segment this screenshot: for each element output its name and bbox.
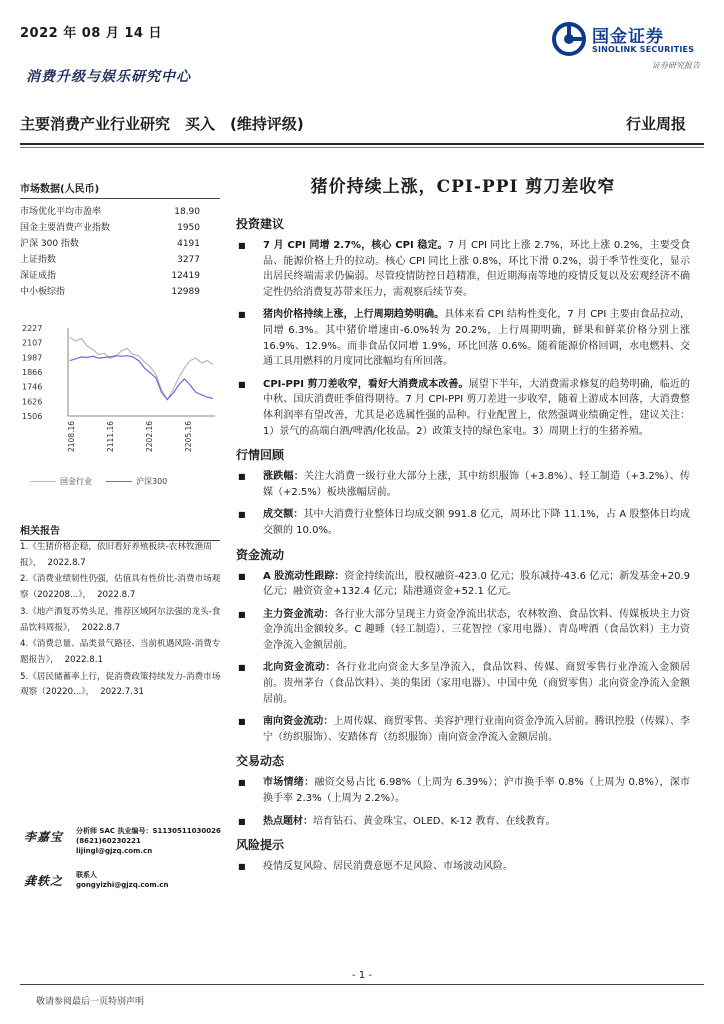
bullet-item bbox=[236, 814, 690, 830]
index-chart bbox=[20, 320, 220, 490]
y-tick-label: 1506 bbox=[22, 412, 43, 421]
bullet-item bbox=[236, 307, 690, 369]
related-reports-title: 相关报告 bbox=[20, 522, 220, 541]
related-report-item[interactable] bbox=[20, 605, 226, 636]
market-value: 4191 bbox=[177, 239, 200, 249]
y-tick-label: 1866 bbox=[22, 368, 43, 377]
analyst-phone: (8621)60230221 bbox=[76, 837, 141, 845]
y-tick-label: 1746 bbox=[22, 382, 43, 392]
legend-label: 国金行业 bbox=[60, 477, 92, 486]
bullet-text: 上周传媒、商贸零售、美容护理行业南向资金净流入居前。腾讯控股（传媒）、李宁（纺织服饰）、安踏体育（纺织服饰）南向资金净流入金额居前。 bbox=[263, 716, 691, 743]
analyst-info bbox=[76, 826, 246, 856]
bullet-item bbox=[236, 238, 690, 300]
company-logo bbox=[552, 20, 702, 60]
chart-legend bbox=[30, 476, 220, 487]
bullet-text: 各行业北向资金大多呈净流入，食品饮料、传媒、商贸零售行业净流入金额居前。贵州茅台（食品饮料）、美的集团（家用电器）、中国中免（商贸零售）北向资金净流入金额居前。 bbox=[263, 662, 691, 705]
bullet-lead: 7 月 CPI 同增 2.7%，核心 CPI 稳定。 bbox=[263, 240, 448, 251]
x-tick-label: 2108.16 bbox=[67, 420, 76, 452]
market-value: 12419 bbox=[171, 271, 200, 281]
risk-list bbox=[236, 859, 690, 875]
bullet-item bbox=[236, 377, 690, 439]
bullet-item bbox=[236, 859, 690, 875]
bullet-lead: 热点题材： bbox=[263, 815, 313, 827]
series-line bbox=[70, 356, 213, 400]
bullet-text: 7 月 CPI 同比上涨 2.7%，环比上涨 0.2%，主要受食品、能源价格上升的拉动。核心 CPI 同比上涨 0.8%，环比下滑 0.2%，弱于季节性变化，显示出居民终端需求仍偏弱。尽管疫情防控日趋精准，但近期海南等地的疫情反复以及宏观经济不确定性仍给消费复苏带来压力，需观察后续节奏。 bbox=[263, 240, 691, 298]
analyst-name: 龚轶之 bbox=[24, 874, 64, 888]
market-data-title: 市场数据(人民币) bbox=[20, 180, 220, 199]
related-report-text: 5.《居民储蓄率上行，促消费政策持续发力-消费市场观察（20220...》， bbox=[20, 671, 221, 698]
analyst-cert: 分析师 SAC 执业编号：S1130511030026 bbox=[76, 827, 221, 835]
bullet-item bbox=[236, 714, 690, 745]
bullet-lead: 主力资金流动： bbox=[263, 608, 335, 620]
bullet-item bbox=[236, 469, 690, 500]
analyst-email[interactable]: lijingl@gjzq.com.cn bbox=[76, 847, 153, 855]
bullet-text: 各行业大部分呈现主力资金净流出状态，农林牧渔、食品饮料、传媒板块主力资金净流出金额较多。C 趣睡（轻工制造）、三花智控（家用电器）、青岛啤酒（食品饮料）主力资金净流入金额居前。 bbox=[263, 608, 691, 651]
bullet-text: 融资交易占比 6.98%（上周为 6.39%）；沪市换手率 0.8%（上周为 0.8%），深市换手率 2.3%（上周为 2.2%）。 bbox=[263, 777, 690, 805]
market-data-row bbox=[20, 284, 220, 300]
market-value: 12989 bbox=[171, 287, 200, 297]
legend-swatch bbox=[30, 481, 56, 482]
bullet-text: 培育钻石、黄金珠宝、OLED、K-12 教育、在线教育。 bbox=[313, 815, 556, 827]
market-data-row bbox=[20, 236, 220, 252]
related-report-date: 2022.8.1 bbox=[64, 654, 103, 665]
investment-advice-list bbox=[236, 238, 690, 439]
bullet-text: 其中大消费行业整体日均成交额 991.8 亿元，周环比下降 11.1%，占 A 股整体日均成交额的 10.0%。 bbox=[263, 509, 690, 536]
analyst-panel bbox=[20, 826, 230, 914]
market-data-panel bbox=[20, 180, 220, 300]
bullet-text: 资金持续流出，股权融资-423.0 亿元；股东减持-43.6 亿元；新发基金+20.9 亿元；融资资金+132.4 亿元；陆港通资金+52.1 亿元。 bbox=[263, 570, 690, 598]
related-report-item[interactable] bbox=[20, 572, 226, 603]
analyst-card bbox=[20, 870, 230, 908]
related-report-item[interactable] bbox=[20, 637, 226, 668]
market-review-list bbox=[236, 469, 690, 538]
related-report-item[interactable] bbox=[20, 540, 226, 571]
bullet-text: 疫情反复风险、居民消费意愿不足风险、市场波动风险。 bbox=[263, 861, 513, 873]
bullet-text: 具体来看 CPI 结构性变化，7 月 CPI 主要由食品拉动，同增 6.3%。其中猪价增速由-6.0%转为 20.2%，上行周期明确，鲜果和鲜菜价格分别上涨 16.9%、12.9%。而非食品仅同增 1.9%，环比回落 0.6%。随着能源价格回调，水电燃料、交通工具用燃料的月度同比涨幅均有所回落。 bbox=[263, 309, 690, 368]
bullet-item bbox=[236, 775, 690, 806]
analyst-info bbox=[76, 870, 246, 890]
index-chart-svg bbox=[20, 320, 220, 470]
section-heading: 风险提示 bbox=[236, 838, 285, 853]
related-report-item[interactable] bbox=[20, 670, 226, 701]
header-divider-thin bbox=[20, 147, 704, 148]
legend-item-industry bbox=[30, 476, 92, 487]
footer-divider bbox=[20, 984, 704, 985]
analyst-name: 李嘉宝 bbox=[24, 830, 64, 844]
industry-rating-title: 主要消费产业行业研究 买入 (维持评级) bbox=[20, 115, 304, 133]
chart-axis bbox=[68, 328, 215, 416]
header-divider bbox=[20, 143, 704, 145]
report-type: 行业周报 bbox=[625, 115, 686, 133]
series-line bbox=[70, 337, 213, 399]
y-tick-label: 1626 bbox=[22, 397, 43, 407]
bullet-lead: A 股流动性跟踪： bbox=[263, 570, 345, 582]
bullet-text: 关注大消费一级行业大部分上涨，其中纺织服饰（+3.8%）、轻工制造（+3.2%）、传媒（+2.5%）板块涨幅居前。 bbox=[263, 471, 691, 498]
legend-label: 沪深300 bbox=[136, 477, 168, 486]
section-heading: 行情回顾 bbox=[236, 448, 285, 463]
market-value: 1950 bbox=[177, 223, 200, 233]
x-tick-label: 2202.16 bbox=[145, 420, 154, 452]
bullet-lead: 成交额： bbox=[263, 509, 304, 521]
market-label: 市场优化平均市盈率 bbox=[20, 207, 102, 217]
related-report-text: 4.《消费总量、品类景气路径、当前机遇风险-消费专题报告》， bbox=[20, 639, 221, 665]
section-heading: 投资建议 bbox=[236, 217, 285, 231]
bullet-text: 展望下半年，大消费需求修复的趋势明确，临近的中秋、国庆消费旺季值得期待。7 月 CPI-PPI 剪刀差进一步收窄，随着上游成本回落，大消费整体利润率有望改善，尤其是必选属性强的品种。行业配置上，依然强调业绩确定性，建议关注：1）景气的高端白酒/啤酒/化妆品。2）政策支持的绿色家电。3）周期上行的生猪养殖。 bbox=[263, 378, 690, 437]
y-tick-label: 1987 bbox=[22, 353, 43, 363]
market-label: 国金主要消费产业指数 bbox=[20, 223, 111, 233]
market-data-row bbox=[20, 268, 220, 284]
y-tick-label: 2227 bbox=[22, 324, 43, 333]
related-reports-list bbox=[20, 540, 226, 702]
analyst-card bbox=[20, 826, 230, 864]
logo-en-text: SINOLINK SECURITIES bbox=[592, 45, 695, 54]
bullet-lead: 北向资金流动： bbox=[263, 662, 336, 674]
bullet-item bbox=[236, 569, 690, 600]
report-title: 猪价持续上涨，CPI-PPI 剪刀差收窄 bbox=[310, 177, 616, 197]
market-value: 18.90 bbox=[174, 207, 200, 217]
related-report-text: 2.《消费业绩韧性仍强，估值具有性价比-消费市场观察（202208...》， bbox=[20, 574, 221, 601]
bullet-item bbox=[236, 507, 690, 538]
bullet-lead: 市场情绪： bbox=[263, 777, 315, 789]
trading-dynamics-list bbox=[236, 775, 690, 829]
bullet-lead: 涨跌幅： bbox=[263, 471, 305, 483]
related-report-date: 2022.7.31 bbox=[100, 687, 144, 698]
logo-mark-icon bbox=[552, 22, 586, 56]
related-report-text: 1.《生猪价格企稳，依旧看好养殖板块-农林牧渔周报》， bbox=[20, 542, 212, 568]
x-tick-label: 2205.16 bbox=[184, 420, 193, 452]
research-center-name: 消费升级与娱乐研究中心 bbox=[26, 69, 191, 85]
report-date: 2022 年 08 月 14 日 bbox=[20, 26, 162, 41]
logo-cn-text: 国金证券 bbox=[592, 27, 664, 47]
related-report-text: 3.《地产酒复苏势头足，推荐区域阿尔法强的龙头-食品饮料周报》， bbox=[20, 606, 221, 633]
bullet-item bbox=[236, 607, 690, 654]
capital-flow-list bbox=[236, 569, 690, 746]
market-value: 3277 bbox=[177, 255, 200, 265]
legend-item-hs300 bbox=[106, 476, 167, 487]
bullet-lead: CPI-PPI 剪刀差收窄，看好大消费成本改善。 bbox=[263, 378, 469, 390]
market-data-row bbox=[20, 220, 220, 236]
market-label: 深证成指 bbox=[20, 271, 57, 281]
bullet-item bbox=[236, 660, 690, 707]
logo-subtitle: 证券研究报告 bbox=[652, 61, 700, 70]
section-heading: 资金流动 bbox=[236, 547, 285, 562]
related-report-date: 2022.8.7 bbox=[81, 622, 121, 633]
market-label: 中小板综指 bbox=[20, 287, 66, 297]
footer-disclaimer: 敬请参阅最后一页特别声明 bbox=[36, 997, 145, 1007]
market-data-row bbox=[20, 204, 220, 220]
market-label: 上证指数 bbox=[20, 255, 57, 265]
bullet-lead: 南向资金流动： bbox=[263, 716, 334, 728]
bullet-lead: 猪肉价格持续上涨，上行周期趋势明确。 bbox=[263, 309, 445, 321]
section-heading: 交易动态 bbox=[236, 754, 285, 769]
y-tick-label: 2107 bbox=[22, 338, 43, 348]
related-report-date: 2022.8.7 bbox=[97, 590, 136, 601]
main-content bbox=[236, 172, 690, 882]
legend-swatch bbox=[106, 481, 132, 482]
related-report-date: 2022.8.7 bbox=[47, 557, 86, 568]
x-tick-label: 2111.16 bbox=[106, 420, 115, 452]
market-label: 沪深 300 指数 bbox=[20, 239, 79, 249]
analyst-role: 联系人 bbox=[76, 871, 97, 879]
market-data-row bbox=[20, 252, 220, 268]
page-number: - 1 - bbox=[352, 970, 372, 981]
analyst-email[interactable]: gongyizhi@gjzq.com.cn bbox=[76, 881, 169, 889]
